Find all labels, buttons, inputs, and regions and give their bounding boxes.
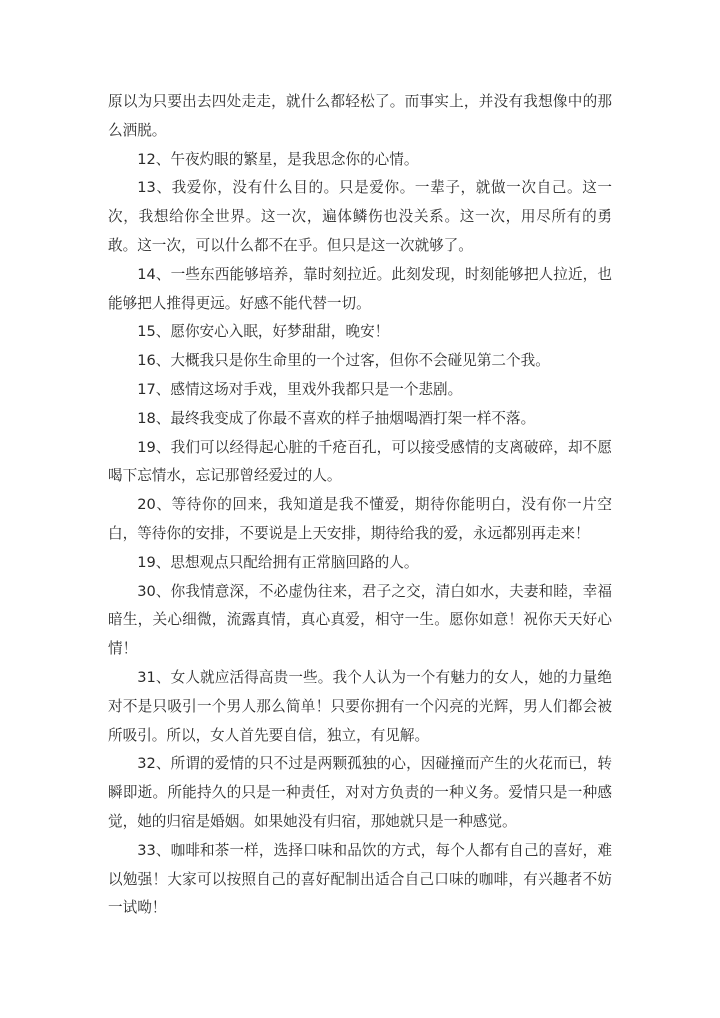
paragraph-13: 13、我爱你，没有什么目的。只是爱你。一辈子，就做一次自己。这一次，我想给你全世界。这一次，遍体鳞伤也没关系。这一次，用尽所有的勇敢。这一次，可以什么都不在乎。但只是这一次就够了。: [108, 179, 612, 254]
paragraph-32: 32、所谓的爱情的只不过是两颗孤独的心，因碰撞而产生的火花而已，转瞬即逝。所能持久的只是一种责任，对对方负责的一种义务。爱情只是一种感觉，她的归宿是婚姻。如果她没有归宿，那她就只是一种感觉。: [108, 755, 612, 830]
paragraph-16: 16、大概我只是你生命里的一个过客，但你不会碰见第二个我。: [137, 352, 550, 370]
paragraph-20: 20、等待你的回来，我知道是我不懂爱，期待你能明白，没有你一片空白，等待你的安排，不要说是上天安排，期待给我的爱，永远都别再走来！: [108, 496, 612, 542]
paragraph-12: 12、午夜灼眼的繁星，是我思念你的心情。: [137, 150, 419, 168]
paragraph-17: 17、感情这场对手戏，里戏外我都只是一个悲剧。: [137, 380, 463, 398]
paragraph-31: 31、女人就应活得高贵一些。我个人认为一个有魅力的女人，她的力量绝对不是只吸引一个男人那么简单！只要你拥有一个闪亮的光辉，男人们都会被所吸引。所以，女人首先要自信，独立，有见解。: [108, 668, 612, 744]
document-body: [108, 88, 612, 923]
paragraph-continued: 原以为只要出去四处走走，就什么都轻松了。而事实上，并没有我想像中的那么洒脱。: [108, 93, 612, 139]
paragraph-15: 15、愿你安心入眠，好梦甜甜，晚安！: [137, 323, 390, 341]
paragraph-19b: 19、思想观点只配给拥有正常脑回路的人。: [137, 553, 419, 571]
paragraph-30: 30、你我情意深，不必虚伪往来，君子之交，清白如水，夫妻和睦，幸福暗生，关心细微，流露真情，真心真爱，相守一生。愿你如意！祝你天天好心情！: [108, 582, 612, 658]
paragraph-33: 33、咖啡和茶一样，选择口味和品饮的方式，每个人都有自己的喜好，难以勉强！大家可以按照自己的喜好配制出适合自己口味的咖啡，有兴趣者不妨一试呦！: [108, 841, 612, 917]
paragraph-14: 14、一些东西能够培养，靠时刻拉近。此刻发现，时刻能够把人拉近，也能够把人推得更远。好感不能代替一切。: [108, 265, 612, 312]
paragraph-19a: 19、我们可以经得起心脏的千疮百孔，可以接受感情的支离破碎，却不愿喝下忘情水，忘记那曾经爱过的人。: [108, 438, 612, 485]
paragraph-18: 18、最终我变成了你最不喜欢的样子抽烟喝酒打架一样不落。: [137, 409, 536, 427]
